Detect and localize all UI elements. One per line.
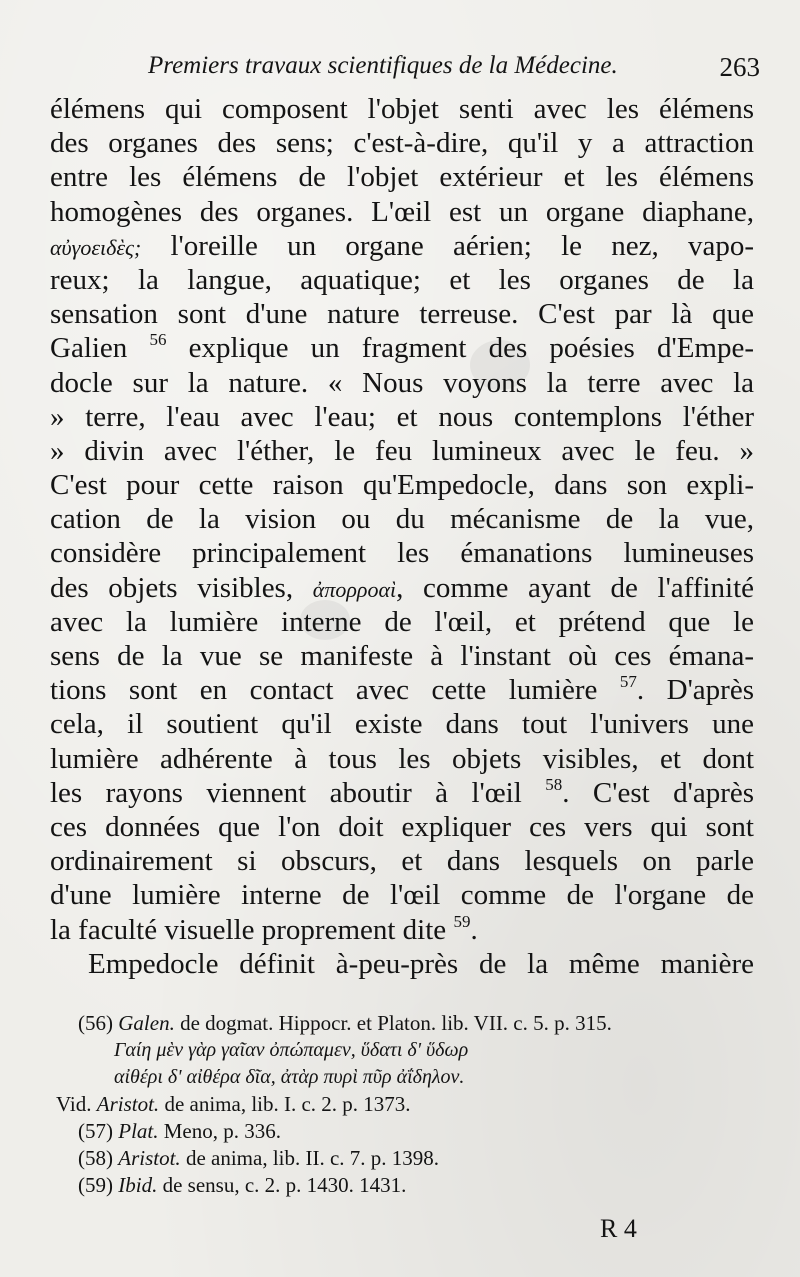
note-ref: 56 xyxy=(149,330,167,350)
note-ref: 58 xyxy=(545,774,563,794)
text-line: reux; la langue, aquatique; et les organes de la xyxy=(50,263,754,296)
text-line: considère principalement les émanations lumineuses xyxy=(50,537,754,570)
text-line: sens de la vue se manifeste à l'instant où ces émana- xyxy=(50,640,754,672)
greek-word: αὐγοειδὲς; xyxy=(50,234,142,260)
text-line: ordinairement si obscurs, et dans lesquels on parle xyxy=(50,845,754,878)
running-title: Premiers travaux scientifiques de la Médecine. xyxy=(148,52,618,79)
text-line: entre les élémens de l'objet extérieur et les élémens xyxy=(50,161,754,194)
text-line: cation de la vision ou du mécanisme de la vue, xyxy=(50,503,754,536)
greek-word: ἀπορροαὶ xyxy=(312,576,397,602)
page-number: 263 xyxy=(719,52,760,82)
text-line: des organes des sens; c'est-à-dire, qu'il y a attraction xyxy=(50,127,754,160)
greek-verse-line: Γαίη μὲν γὰρ γαῖαν ὀπώπαμεν, ὕδατι δ' ὕδωρ xyxy=(114,1039,469,1061)
text-line: docle sur la nature. « Nous voyons la terre avec la xyxy=(50,366,754,399)
text-line: C'est pour cette raison qu'Empedocle, dans son expli- xyxy=(50,469,754,502)
footnote-59: (59) Ibid. de sensu, c. 2. p. 1430. 1431. xyxy=(78,1173,407,1197)
note-ref: 59 xyxy=(453,911,471,931)
text-line: » divin avec l'éther, le feu lumineux avec le feu. » xyxy=(50,434,754,467)
footnote-vid: Vid. Aristot. de anima, lib. I. c. 2. p. 1373. xyxy=(56,1092,411,1116)
text-line: cela, il soutient qu'il existe dans tout l'univers une xyxy=(50,708,754,741)
signature-mark: R 4 xyxy=(600,1214,637,1243)
footnote-56: (56) Galen. de dogmat. Hippocr. et Platon. lib. VII. c. 5. p. 315. xyxy=(78,1011,612,1035)
text-line: homogènes des organes. L'œil est un organe diaphane, xyxy=(50,195,754,228)
text-line: sensation sont d'une nature terreuse. C'est par là que xyxy=(50,298,754,331)
text-line: d'une lumière interne de l'œil comme de l'organe de xyxy=(50,879,754,912)
text-line: élémens qui composent l'objet senti avec les élémens xyxy=(50,93,754,125)
text-line: la faculté visuelle proprement dite $^{59}$. xyxy=(50,911,478,946)
text-line: avec la lumière interne de l'œil, et prétend que le xyxy=(50,605,754,638)
footnote-58: (58) Aristot. de anima, lib. II. c. 7. p. 1398. xyxy=(78,1146,440,1170)
greek-verse-line: αἰθέρι δ' αἰθέρα δῖα, ἀτὰρ πυρὶ πῦρ ἀΐδηλον. xyxy=(114,1066,465,1088)
text-line: lumière adhérente à tous les objets visibles, et dont xyxy=(50,742,754,775)
text-line: des objets visibles, ἀπορροαὶ, comme ayant de l'affinité xyxy=(50,571,754,604)
text-line: Galien $^{56}$ explique un fragment des poésies d'Empe- xyxy=(50,330,754,365)
text-line: tions sont en contact avec cette lumière $^{57}$. D'après xyxy=(50,672,754,707)
text-line: les rayons viennent aboutir à l'œil $^{58}$. C'est d'après xyxy=(50,774,755,809)
running-head xyxy=(148,52,760,86)
text-line: » terre, l'eau avec l'eau; et nous contemplons l'éther xyxy=(50,400,754,433)
footnotes xyxy=(56,1010,756,1199)
text-line: αὐγοειδὲς; l'oreille un organe aérien; le nez, vapo- xyxy=(50,229,755,262)
footnote-57: (57) Plat. Meno, p. 336. xyxy=(78,1119,281,1143)
body-text xyxy=(50,92,754,981)
text-line: ces données que l'on doit expliquer ces vers qui sont xyxy=(50,810,754,843)
note-ref: 57 xyxy=(619,672,637,692)
text-line: Empedocle définit à-peu-près de la même manière xyxy=(88,947,754,980)
